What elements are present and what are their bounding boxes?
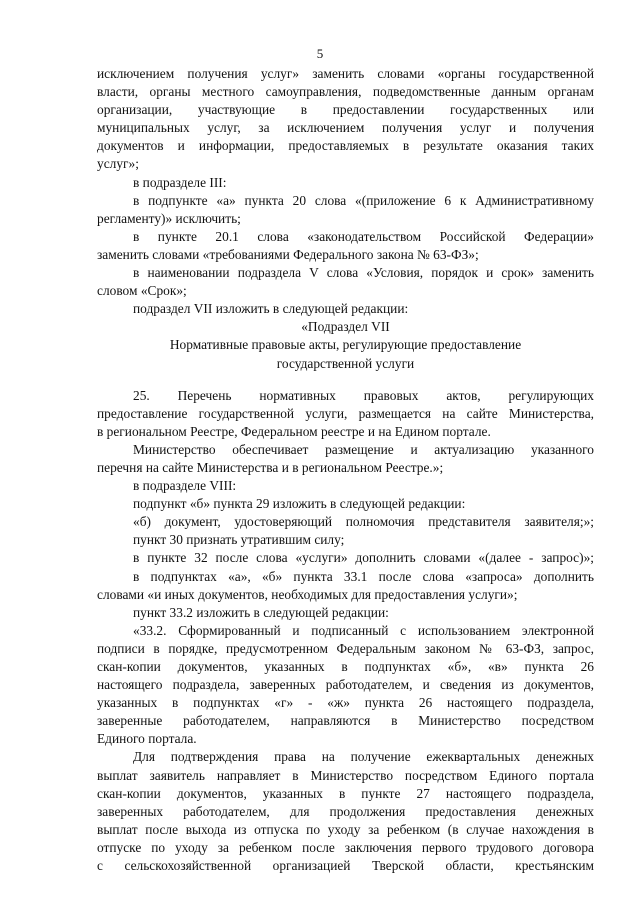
- text-line: предоставление государственной услуги, размещается на сайте Министерства,: [97, 405, 594, 421]
- text-line: власти, органы местного самоуправления, подведомственные данным органам: [97, 84, 594, 100]
- text-line: настоящего подраздела, заверенных работодателем, и сведения из документов,: [97, 677, 594, 693]
- text-line: подписи в порядке, предусмотренном Федеральным законом № 63-ФЗ, запрос,: [97, 640, 594, 656]
- text-line: словами «и иных документов, необходимых для предоставления услуги»;: [97, 586, 518, 602]
- text-line: подпункт «б» пункта 29 изложить в следующей редакции:: [133, 496, 466, 512]
- text-line: в подпунктах «а», «б» пункта 33.1 после слова «запроса» дополнить: [133, 568, 594, 584]
- text-line: услуг»;: [97, 156, 139, 172]
- text-line: в наименовании подраздела V слова «Условия, порядок и срок» заменить: [133, 265, 594, 281]
- text-line: перечня на сайте Министерства и в региональном Реестре.»;: [97, 459, 444, 475]
- text-line: документов и информации, предоставляемых в результате оказания таких: [97, 138, 594, 154]
- text-line: заверенных работодателем, для продолжения предоставления денежных: [97, 803, 594, 819]
- document-body: [97, 65, 594, 875]
- text-line: «33.2. Сформированный и подписанный с использованием электронной: [133, 622, 594, 638]
- section-heading: «Подраздел VII: [301, 319, 390, 335]
- paragraph-gap: [97, 373, 594, 387]
- text-line: в подразделе VIII:: [133, 478, 237, 494]
- text-line: в подпункте «а» пункта 20 слова «(приложение 6 к Административному: [133, 192, 594, 208]
- text-line: словом «Срок»;: [97, 283, 187, 299]
- text-line: пункт 33.2 изложить в следующей редакции:: [133, 604, 389, 620]
- text-line: исключением получения услуг» заменить словами «органы государственной: [97, 66, 594, 81]
- text-line: отпуске по уходу за ребенком после заключения первого трудового договора: [97, 839, 594, 855]
- text-line: Для подтверждения права на получение ежеквартальных денежных: [133, 749, 594, 765]
- text-line: регламенту)» исключить;: [97, 210, 241, 226]
- text-line: выплат после выхода из отпуска по уходу за ребенком (в случае нахождения в: [97, 821, 594, 837]
- page-number: 5: [316, 46, 324, 61]
- text-line: в региональном Реестре, Федеральном реестре и на Едином портале.: [97, 423, 491, 439]
- text-line: Министерство обеспечивает размещение и актуализацию указанного: [133, 441, 594, 457]
- text-line: скан-копии документов, указанных в подпунктах «б», «в» пункта 26: [97, 659, 594, 674]
- text-line: заверенные работодателем, направляются в Министерство посредством: [97, 713, 594, 729]
- text-line: 25. Перечень нормативных правовых актов, регулирующих: [133, 387, 594, 403]
- text-line: муниципальных услуг, за исключением получения услуг и получения: [97, 120, 594, 136]
- text-line: выплат заявитель направляет в Министерство посредством Единого портала: [97, 767, 594, 783]
- section-heading: Нормативные правовые акты, регулирующие предоставление: [169, 337, 522, 353]
- text-line: Единого портала.: [97, 731, 197, 747]
- text-line: «б) документ, удостоверяющий полномочия представителя заявителя;»;: [133, 514, 594, 530]
- text-line: заменить словами «требованиями Федерального закона № 63-ФЗ»;: [97, 246, 479, 262]
- text-line: в подразделе III:: [133, 174, 227, 190]
- text-line: в пункте 32 после слова «услуги» дополнить словами «(далее - запрос)»;: [133, 550, 594, 566]
- text-line: подраздел VII изложить в следующей редакции:: [133, 301, 409, 317]
- text-line: указанных в подпунктах «г» - «ж» пункта 26 настоящего подраздела,: [97, 695, 594, 711]
- section-heading: государственной услуги: [276, 355, 415, 371]
- text-line: в пункте 20.1 слова «законодательством Российской Федерации»: [133, 228, 594, 244]
- text-line: пункт 30 признать утратившим силу;: [133, 532, 345, 548]
- text-line: с сельскохозяйственной организацией Тверской области, крестьянским: [97, 858, 594, 874]
- text-line: скан-копии документов, указанных в пункте 27 настоящего подраздела,: [97, 785, 594, 801]
- text-line: организации, участвующие в предоставлении государственных или: [97, 102, 594, 118]
